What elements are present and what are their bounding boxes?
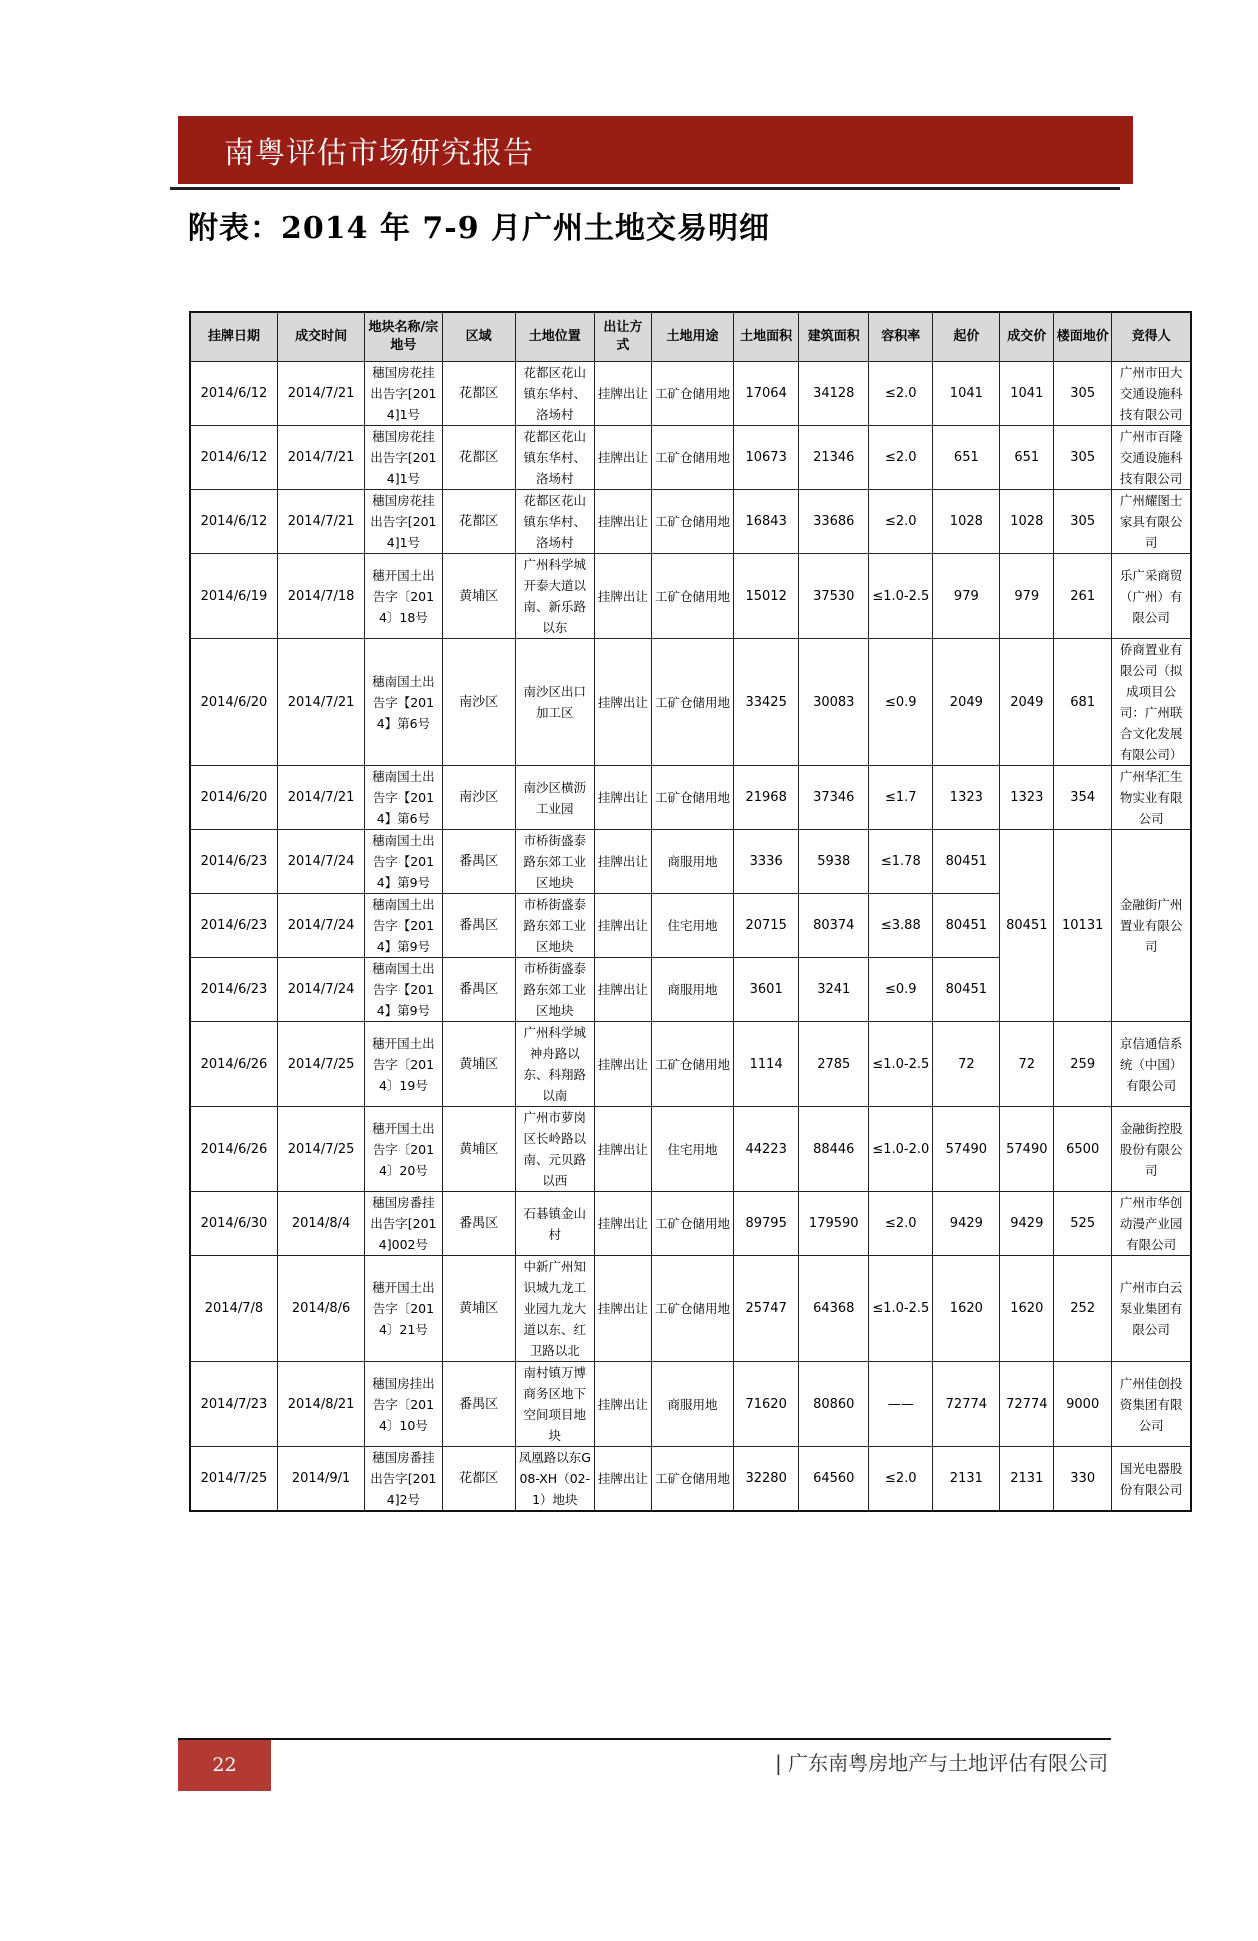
table-cell-method: 挂牌出让 <box>594 639 651 766</box>
table-cell-deal-date: 2014/8/21 <box>277 1362 364 1447</box>
table-cell-build-area: 64560 <box>799 1447 869 1512</box>
table-cell-deal-date: 2014/8/6 <box>277 1256 364 1362</box>
table-cell-start-price: 72 <box>933 1022 1000 1107</box>
table-cell-deal-price: 979 <box>1000 554 1054 639</box>
table-cell-buyer: 金融街广州置业有限公司 <box>1112 830 1191 1022</box>
table-row <box>190 1107 1191 1192</box>
table-cell-district: 花都区 <box>442 426 515 490</box>
table-cell-location: 花都区花山镇东华村、洛场村 <box>515 362 594 426</box>
table-cell-start-price: 1323 <box>933 766 1000 830</box>
table-cell-deal-price: 1323 <box>1000 766 1054 830</box>
header-divider <box>170 187 1120 190</box>
table-cell-build-area: 5938 <box>799 830 869 894</box>
table-cell-plot: 穗开国土出告字〔2014〕18号 <box>365 554 442 639</box>
table-cell-location: 广州科学城神舟路以东、科翔路以南 <box>515 1022 594 1107</box>
table-cell-land-area: 71620 <box>734 1362 799 1447</box>
table-cell-buyer: 乐广采商贸（广州）有限公司 <box>1112 554 1191 639</box>
table-cell-deal-date: 2014/7/24 <box>277 958 364 1022</box>
table-cell-buyer: 广州市白云泵业集团有限公司 <box>1112 1256 1191 1362</box>
table-cell-floor-price: 354 <box>1054 766 1112 830</box>
table-cell-far: ≤2.0 <box>869 426 933 490</box>
table-cell-location: 南村镇万博商务区地下空间项目地块 <box>515 1362 594 1447</box>
column-header: 地块名称/宗地号 <box>365 312 442 362</box>
table-cell-plot: 穗南国土出告字【2014】第9号 <box>365 958 442 1022</box>
table-cell-district: 南沙区 <box>442 639 515 766</box>
table-cell-method: 挂牌出让 <box>594 830 651 894</box>
table-cell-listing-date: 2014/6/12 <box>190 490 277 554</box>
table-cell-floor-price: 305 <box>1054 426 1112 490</box>
table-cell-listing-date: 2014/6/23 <box>190 830 277 894</box>
table-cell-far: ≤1.7 <box>869 766 933 830</box>
table-cell-build-area: 80374 <box>799 894 869 958</box>
table-cell-build-area: 3241 <box>799 958 869 1022</box>
table-cell-floor-price: 330 <box>1054 1447 1112 1512</box>
table-cell-use: 住宅用地 <box>651 894 733 958</box>
table-cell-use: 住宅用地 <box>651 1107 733 1192</box>
table-cell-far: ≤1.78 <box>869 830 933 894</box>
table-cell-land-area: 89795 <box>734 1192 799 1256</box>
table-cell-use: 工矿仓储用地 <box>651 490 733 554</box>
table-cell-build-area: 37346 <box>799 766 869 830</box>
table-cell-start-price: 80451 <box>933 958 1000 1022</box>
table-cell-far: ≤1.0-2.5 <box>869 1022 933 1107</box>
table-cell-buyer: 京信通信系统（中国）有限公司 <box>1112 1022 1191 1107</box>
table-cell-floor-price: 681 <box>1054 639 1112 766</box>
table-cell-start-price: 979 <box>933 554 1000 639</box>
column-header: 土地面积 <box>734 312 799 362</box>
table-cell-land-area: 25747 <box>734 1256 799 1362</box>
table-cell-buyer: 国光电器股份有限公司 <box>1112 1447 1191 1512</box>
table-cell-plot: 穗国房番挂出告字[2014]2号 <box>365 1447 442 1512</box>
table-cell-plot: 穗南国土出告字【2014】第6号 <box>365 766 442 830</box>
table-cell-far: ≤3.88 <box>869 894 933 958</box>
table-cell-land-area: 16843 <box>734 490 799 554</box>
column-header: 起价 <box>933 312 1000 362</box>
table-cell-land-area: 44223 <box>734 1107 799 1192</box>
table-cell-location: 凤凰路以东G08-XH（02-1）地块 <box>515 1447 594 1512</box>
table-row <box>190 1256 1191 1362</box>
table-cell-deal-date: 2014/7/21 <box>277 639 364 766</box>
column-header: 挂牌日期 <box>190 312 277 362</box>
table-cell-plot: 穗国房花挂出告字[2014]1号 <box>365 362 442 426</box>
table-cell-method: 挂牌出让 <box>594 894 651 958</box>
table-cell-deal-price: 80451 <box>1000 830 1054 1022</box>
table-cell-method: 挂牌出让 <box>594 554 651 639</box>
table-cell-floor-price: 259 <box>1054 1022 1112 1107</box>
table-cell-floor-price: 305 <box>1054 490 1112 554</box>
table-cell-plot: 穗国房挂出告字〔2014〕10号 <box>365 1362 442 1447</box>
column-header: 成交价 <box>1000 312 1054 362</box>
table-cell-build-area: 179590 <box>799 1192 869 1256</box>
table-cell-method: 挂牌出让 <box>594 426 651 490</box>
table-cell-build-area: 80860 <box>799 1362 869 1447</box>
table-cell-district: 黄埔区 <box>442 1107 515 1192</box>
table-cell-district: 番禺区 <box>442 1192 515 1256</box>
table-cell-deal-date: 2014/7/24 <box>277 894 364 958</box>
table-cell-build-area: 88446 <box>799 1107 869 1192</box>
table-row <box>190 426 1191 490</box>
table-cell-location: 市桥街盛泰路东郊工业区地块 <box>515 894 594 958</box>
table-cell-listing-date: 2014/6/20 <box>190 766 277 830</box>
table-cell-land-area: 20715 <box>734 894 799 958</box>
table-cell-far: ≤0.9 <box>869 639 933 766</box>
table-row <box>190 830 1191 894</box>
table-cell-use: 工矿仓储用地 <box>651 1192 733 1256</box>
table-cell-far: ≤0.9 <box>869 958 933 1022</box>
table-cell-use: 工矿仓储用地 <box>651 1256 733 1362</box>
table-cell-method: 挂牌出让 <box>594 958 651 1022</box>
table-cell-listing-date: 2014/6/19 <box>190 554 277 639</box>
table-cell-deal-date: 2014/7/25 <box>277 1107 364 1192</box>
table-cell-floor-price: 252 <box>1054 1256 1112 1362</box>
table-cell-listing-date: 2014/6/26 <box>190 1022 277 1107</box>
table-cell-location: 花都区花山镇东华村、洛场村 <box>515 490 594 554</box>
table-cell-far: ≤2.0 <box>869 1447 933 1512</box>
table-cell-plot: 穗国房番挂出告字[2014]002号 <box>365 1192 442 1256</box>
table-cell-use: 商服用地 <box>651 830 733 894</box>
table-cell-listing-date: 2014/6/23 <box>190 894 277 958</box>
table-cell-deal-date: 2014/7/25 <box>277 1022 364 1107</box>
table-cell-land-area: 15012 <box>734 554 799 639</box>
table-cell-plot: 穗开国土出告字〔2014〕21号 <box>365 1256 442 1362</box>
table-cell-deal-date: 2014/7/18 <box>277 554 364 639</box>
table-cell-location: 市桥街盛泰路东郊工业区地块 <box>515 958 594 1022</box>
table-cell-build-area: 21346 <box>799 426 869 490</box>
table-cell-build-area: 30083 <box>799 639 869 766</box>
table-cell-district: 黄埔区 <box>442 554 515 639</box>
footer-divider <box>178 1738 1111 1740</box>
table-cell-location: 中新广州知识城九龙工业园九龙大道以东、红卫路以北 <box>515 1256 594 1362</box>
column-header: 出让方式 <box>594 312 651 362</box>
table-cell-method: 挂牌出让 <box>594 1256 651 1362</box>
table-cell-listing-date: 2014/6/12 <box>190 426 277 490</box>
table-cell-plot: 穗开国土出告字〔2014〕20号 <box>365 1107 442 1192</box>
table-cell-plot: 穗开国土出告字〔2014〕19号 <box>365 1022 442 1107</box>
table-cell-use: 商服用地 <box>651 1362 733 1447</box>
table-cell-method: 挂牌出让 <box>594 362 651 426</box>
table-cell-land-area: 3336 <box>734 830 799 894</box>
table-cell-plot: 穗国房花挂出告字[2014]1号 <box>365 490 442 554</box>
table-cell-use: 工矿仓储用地 <box>651 1447 733 1512</box>
table-cell-floor-price: 261 <box>1054 554 1112 639</box>
table-cell-land-area: 17064 <box>734 362 799 426</box>
table-cell-use: 商服用地 <box>651 958 733 1022</box>
table-cell-deal-date: 2014/7/21 <box>277 426 364 490</box>
table-cell-location: 广州市萝岗区长岭路以南、元贝路以西 <box>515 1107 594 1192</box>
table-cell-location: 花都区花山镇东华村、洛场村 <box>515 426 594 490</box>
table-cell-district: 黄埔区 <box>442 1256 515 1362</box>
table-cell-use: 工矿仓储用地 <box>651 362 733 426</box>
table-cell-deal-price: 651 <box>1000 426 1054 490</box>
column-header: 竞得人 <box>1112 312 1191 362</box>
table-row <box>190 1447 1191 1512</box>
table-cell-plot: 穗南国土出告字【2014】第9号 <box>365 894 442 958</box>
table-cell-start-price: 2131 <box>933 1447 1000 1512</box>
table-cell-deal-date: 2014/7/21 <box>277 362 364 426</box>
column-header: 建筑面积 <box>799 312 869 362</box>
column-header: 成交时间 <box>277 312 364 362</box>
table-cell-plot: 穗南国土出告字【2014】第9号 <box>365 830 442 894</box>
table-cell-district: 花都区 <box>442 490 515 554</box>
table-cell-district: 番禺区 <box>442 958 515 1022</box>
table-cell-floor-price: 525 <box>1054 1192 1112 1256</box>
table-cell-start-price: 651 <box>933 426 1000 490</box>
column-header: 楼面地价 <box>1054 312 1112 362</box>
page-number: 22 <box>178 1740 271 1791</box>
column-header: 土地位置 <box>515 312 594 362</box>
table-cell-use: 工矿仓储用地 <box>651 766 733 830</box>
table-cell-deal-price: 72 <box>1000 1022 1054 1107</box>
table-cell-build-area: 33686 <box>799 490 869 554</box>
table-cell-method: 挂牌出让 <box>594 1447 651 1512</box>
table-cell-far: ≤2.0 <box>869 362 933 426</box>
table-cell-start-price: 2049 <box>933 639 1000 766</box>
table-cell-deal-price: 1028 <box>1000 490 1054 554</box>
table-row <box>190 1362 1191 1447</box>
table-cell-method: 挂牌出让 <box>594 1192 651 1256</box>
table-cell-buyer: 侨商置业有限公司（拟成项目公司：广州联合文化发展有限公司） <box>1112 639 1191 766</box>
table-row <box>190 1192 1191 1256</box>
table-cell-far: ≤1.0-2.5 <box>869 1256 933 1362</box>
table-cell-location: 石碁镇金山村 <box>515 1192 594 1256</box>
table-cell-floor-price: 6500 <box>1054 1107 1112 1192</box>
table-row <box>190 1022 1191 1107</box>
table-cell-deal-price: 2049 <box>1000 639 1054 766</box>
table-cell-use: 工矿仓储用地 <box>651 639 733 766</box>
column-header: 区域 <box>442 312 515 362</box>
table-cell-far: ≤2.0 <box>869 490 933 554</box>
page-heading: 附表：2014 年 7-9 月广州土地交易明细 <box>188 211 771 246</box>
table-cell-district: 黄埔区 <box>442 1022 515 1107</box>
table-cell-buyer: 金融街控股股份有限公司 <box>1112 1107 1191 1192</box>
table-cell-location: 南沙区横沥工业园 <box>515 766 594 830</box>
table-row <box>190 766 1191 830</box>
table-cell-district: 番禺区 <box>442 894 515 958</box>
land-transaction-table <box>189 311 1192 1512</box>
table-cell-land-area: 21968 <box>734 766 799 830</box>
report-title: 南粤评估市场研究报告 <box>224 136 534 171</box>
table-cell-start-price: 1620 <box>933 1256 1000 1362</box>
table-cell-start-price: 57490 <box>933 1107 1000 1192</box>
table-cell-deal-price: 1041 <box>1000 362 1054 426</box>
table-cell-land-area: 1114 <box>734 1022 799 1107</box>
table-cell-location: 市桥街盛泰路东郊工业区地块 <box>515 830 594 894</box>
table-cell-build-area: 34128 <box>799 362 869 426</box>
table-body <box>190 362 1191 1512</box>
table-cell-deal-price: 9429 <box>1000 1192 1054 1256</box>
table-cell-buyer: 广州市百隆交通设施科技有限公司 <box>1112 426 1191 490</box>
table-cell-district: 番禺区 <box>442 1362 515 1447</box>
table-cell-use: 工矿仓储用地 <box>651 1022 733 1107</box>
table-cell-start-price: 1028 <box>933 490 1000 554</box>
table-cell-start-price: 80451 <box>933 830 1000 894</box>
table-cell-buyer: 广州市华创动漫产业园有限公司 <box>1112 1192 1191 1256</box>
table-cell-plot: 穗国房花挂出告字[2014]1号 <box>365 426 442 490</box>
table-cell-floor-price: 305 <box>1054 362 1112 426</box>
table-cell-floor-price: 10131 <box>1054 830 1112 1022</box>
table-cell-method: 挂牌出让 <box>594 1022 651 1107</box>
table-cell-floor-price: 9000 <box>1054 1362 1112 1447</box>
table-cell-far: —— <box>869 1362 933 1447</box>
table-cell-build-area: 37530 <box>799 554 869 639</box>
table-header-row <box>190 312 1191 362</box>
table-cell-start-price: 1041 <box>933 362 1000 426</box>
table-cell-location: 广州科学城开泰大道以南、新乐路以东 <box>515 554 594 639</box>
table-cell-district: 南沙区 <box>442 766 515 830</box>
table-cell-land-area: 3601 <box>734 958 799 1022</box>
table-cell-deal-price: 72774 <box>1000 1362 1054 1447</box>
table-cell-deal-date: 2014/7/21 <box>277 766 364 830</box>
table-cell-listing-date: 2014/7/8 <box>190 1256 277 1362</box>
table-cell-listing-date: 2014/6/20 <box>190 639 277 766</box>
table-cell-far: ≤1.0-2.0 <box>869 1107 933 1192</box>
table-cell-listing-date: 2014/6/23 <box>190 958 277 1022</box>
table-cell-use: 工矿仓储用地 <box>651 554 733 639</box>
table-cell-deal-date: 2014/8/4 <box>277 1192 364 1256</box>
table-cell-buyer: 广州市田大交通设施科技有限公司 <box>1112 362 1191 426</box>
table-cell-deal-price: 1620 <box>1000 1256 1054 1362</box>
table-cell-buyer: 广州佳创投资集团有限公司 <box>1112 1362 1191 1447</box>
report-banner <box>178 116 1133 184</box>
table-cell-method: 挂牌出让 <box>594 490 651 554</box>
table-cell-listing-date: 2014/6/30 <box>190 1192 277 1256</box>
table-cell-listing-date: 2014/6/26 <box>190 1107 277 1192</box>
table-cell-method: 挂牌出让 <box>594 1107 651 1192</box>
table-cell-listing-date: 2014/6/12 <box>190 362 277 426</box>
table-cell-start-price: 80451 <box>933 894 1000 958</box>
table-cell-listing-date: 2014/7/25 <box>190 1447 277 1512</box>
table-row <box>190 639 1191 766</box>
table-cell-far: ≤1.0-2.5 <box>869 554 933 639</box>
table-cell-district: 花都区 <box>442 362 515 426</box>
table-cell-land-area: 33425 <box>734 639 799 766</box>
table-cell-start-price: 9429 <box>933 1192 1000 1256</box>
table-cell-method: 挂牌出让 <box>594 1362 651 1447</box>
table-cell-method: 挂牌出让 <box>594 766 651 830</box>
table-cell-buyer: 广州华汇生物实业有限公司 <box>1112 766 1191 830</box>
table-cell-use: 工矿仓储用地 <box>651 426 733 490</box>
table-cell-deal-date: 2014/7/24 <box>277 830 364 894</box>
table-row <box>190 554 1191 639</box>
table-cell-build-area: 64368 <box>799 1256 869 1362</box>
table-cell-deal-date: 2014/7/21 <box>277 490 364 554</box>
table-cell-listing-date: 2014/7/23 <box>190 1362 277 1447</box>
column-header: 土地用途 <box>651 312 733 362</box>
table-cell-far: ≤2.0 <box>869 1192 933 1256</box>
table-cell-district: 番禺区 <box>442 830 515 894</box>
table-cell-location: 南沙区出口加工区 <box>515 639 594 766</box>
table-cell-land-area: 10673 <box>734 426 799 490</box>
table-cell-build-area: 2785 <box>799 1022 869 1107</box>
table-cell-buyer: 广州耀图士家具有限公司 <box>1112 490 1191 554</box>
table-cell-deal-price: 57490 <box>1000 1107 1054 1192</box>
table-row <box>190 490 1191 554</box>
footer-company: | 广东南粤房地产与土地评估有限公司 <box>775 1751 1109 1775</box>
table-cell-deal-price: 2131 <box>1000 1447 1054 1512</box>
table-cell-deal-date: 2014/9/1 <box>277 1447 364 1512</box>
column-header: 容积率 <box>869 312 933 362</box>
table-row <box>190 362 1191 426</box>
table-cell-district: 花都区 <box>442 1447 515 1512</box>
table-cell-plot: 穗南国土出告字【2014】第6号 <box>365 639 442 766</box>
table-cell-land-area: 32280 <box>734 1447 799 1512</box>
table-cell-start-price: 72774 <box>933 1362 1000 1447</box>
